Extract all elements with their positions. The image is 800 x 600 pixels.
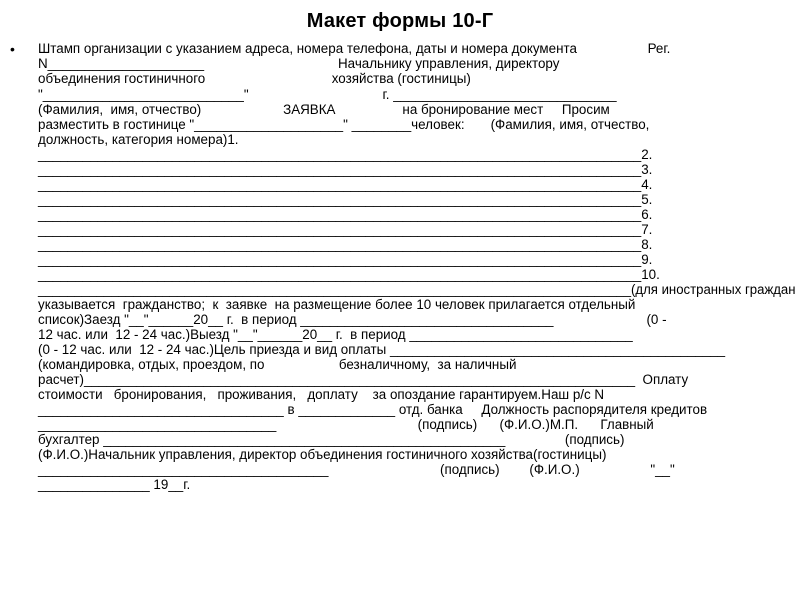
form-line: _________________________________________________________________________________2. bbox=[38, 147, 653, 162]
form-line: объединения гостиничного хозяйства (гостиницы) bbox=[38, 71, 471, 86]
form-line: _________________________________________________________________________________4. bbox=[38, 177, 653, 192]
form-line: (командировка, отдых, проездом, по безналичному, за наличный bbox=[38, 357, 517, 372]
form-line: "___________________________" г. ______________________________ bbox=[38, 87, 617, 102]
form-line: указывается гражданство; к заявке на размещение более 10 человек прилагается отдельный bbox=[38, 297, 636, 312]
form-line: _______________________________________ (подпись) (Ф.И.О.) "__" bbox=[38, 462, 675, 477]
form-line: список)Заезд "__"______20__ г. в период __________________________________ (0 - bbox=[38, 312, 667, 327]
form-line: (Фамилия, имя, отчество) ЗАЯВКА на бронирование мест Просим bbox=[38, 102, 610, 117]
form-line: _________________________________________________________________________________8. bbox=[38, 237, 653, 252]
form-line: разместить в гостинице "____________________" ________человек: (Фамилия, имя, отчество, bbox=[38, 117, 650, 132]
form-line: _________________________________________________________________________________3. bbox=[38, 162, 653, 177]
form-line: _________________________________ в _____________ отд. банка Должность распорядителя кредитов bbox=[38, 402, 708, 417]
form-line: ________________________________ (подпись) (Ф.И.О.)М.П. Главный bbox=[38, 417, 654, 432]
form-line: 12 час. или 12 - 24 час.)Выезд "__"______20__ г. в период ______________________________ bbox=[38, 327, 633, 342]
form-line: (Ф.И.О.)Начальник управления, директор объединения гостиничного хозяйства(гостиницы) bbox=[38, 447, 607, 462]
form-line: _________________________________________________________________________________5. bbox=[38, 192, 653, 207]
form-line: расчет)__________________________________________________________________________ Оплату bbox=[38, 372, 689, 387]
form-line: должность, категория номера)1. bbox=[38, 132, 239, 147]
form-line: Штамп организации с указанием адреса, номера телефона, даты и номера документа Рег. bbox=[38, 41, 671, 56]
form-line: _________________________________________________________________________________10. bbox=[38, 267, 660, 282]
bullet-marker: • bbox=[10, 41, 15, 57]
page-title: Макет формы 10-Г bbox=[306, 10, 494, 32]
form-line: стоимости бронирования, проживания, доплату за опоздание гарантируем.Наш р/с N bbox=[38, 387, 605, 402]
form-line: _________________________________________________________________________________9. bbox=[38, 252, 653, 267]
form-line: _______________ 19__г. bbox=[38, 477, 191, 492]
form-line: _________________________________________________________________________________7. bbox=[38, 222, 653, 237]
form-line: (0 - 12 час. или 12 - 24 час.)Цель приезда и вид оплаты _____________________________________________ bbox=[38, 342, 726, 357]
form-line: _________________________________________________________________________________(для иностранных граждан bbox=[38, 282, 796, 297]
form-line: бухгалтер ______________________________________________________ (подпись) bbox=[38, 432, 625, 447]
form-line: _________________________________________________________________________________6. bbox=[38, 207, 653, 222]
form-line: N_____________________ Начальнику управления, директору bbox=[38, 56, 560, 71]
